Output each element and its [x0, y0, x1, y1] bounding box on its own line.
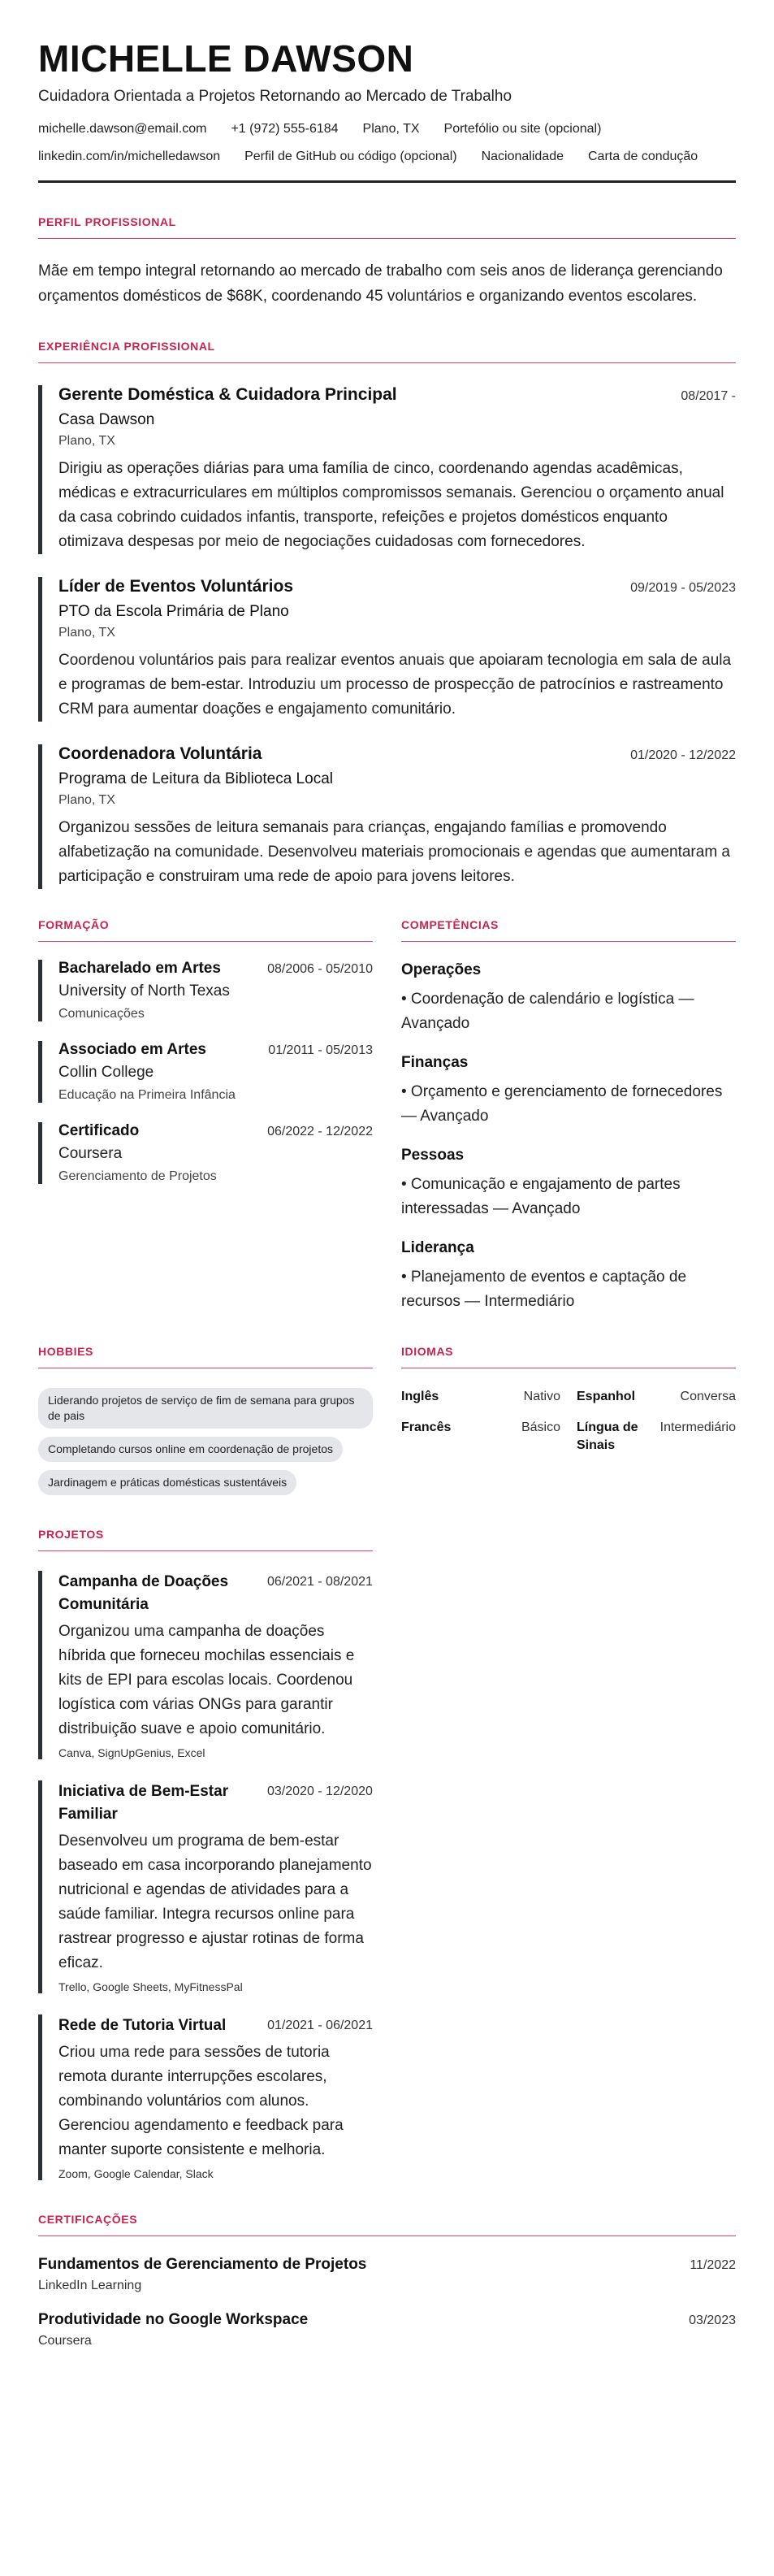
hobbies-languages-row: [38, 1345, 736, 1495]
skill-group: [401, 1054, 736, 1129]
education-skills-row: [38, 918, 736, 1314]
candidate-name: MICHELLE DAWSON: [38, 37, 414, 80]
job-title: Líder de Eventos Voluntários: [58, 577, 293, 596]
skill-item: • Orçamento e gerenciamento de fornecedores — Avançado: [401, 1083, 723, 1125]
project-entry: [38, 2014, 373, 2180]
candidate-headline: Cuidadora Orientada a Projetos Retornando ao Mercado de Trabalho: [38, 88, 512, 105]
certification-date: 11/2022: [690, 2258, 736, 2272]
degree-title: Bacharelado em Artes: [58, 960, 221, 977]
skill-category: Finanças: [401, 1054, 469, 1071]
experience-entry: [38, 577, 736, 722]
job-dates: 09/2019 - 05/2023: [630, 581, 736, 595]
language-level: Básico: [521, 1420, 560, 1434]
certification-entry: [38, 2256, 736, 2293]
education-dates: 01/2011 - 05/2013: [268, 1043, 373, 1057]
project-tools: Zoom, Google Calendar, Slack: [58, 2167, 214, 2180]
skill-category: Liderança: [401, 1239, 474, 1256]
certification-name: Produtividade no Google Workspace: [38, 2311, 309, 2328]
contact-nationality: Nacionalidade: [481, 150, 564, 163]
project-dates: 01/2021 - 06/2021: [267, 2019, 373, 2032]
education-section: [38, 918, 373, 1314]
language-name: Língua de Sinais: [577, 1420, 638, 1452]
job-location: Plano, TX: [58, 793, 115, 807]
language-level: Conversa: [680, 1390, 736, 1403]
contact-driving-license: Carta de condução: [588, 150, 698, 163]
school-name: University of North Texas: [58, 982, 230, 1000]
project-description: Criou uma rede para sessões de tutoria remota durante interrupções escolares, combinando voluntários com alunos. Gerenciou agendamento e feedback para manter suporte consistente e melhoria.: [58, 2044, 344, 2158]
language-name: Francês: [401, 1420, 452, 1434]
job-organization: Casa Dawson: [58, 411, 155, 428]
profile-section: [38, 215, 736, 309]
project-name: Campanha de Doações Comunitária: [58, 1573, 229, 1613]
contact-list: [38, 122, 736, 164]
certification-issuer: LinkedIn Learning: [38, 2279, 142, 2292]
skill-category: Operações: [401, 961, 482, 978]
project-tools: Canva, SignUpGenius, Excel: [58, 1746, 205, 1759]
section-title: CERTIFICAÇÕES: [38, 2213, 736, 2236]
section-title: IDIOMAS: [401, 1345, 736, 1368]
school-name: Collin College: [58, 1064, 154, 1081]
project-name: Iniciativa de Bem-Estar Familiar: [58, 1783, 229, 1823]
certification-name: Fundamentos de Gerenciamento de Projetos: [38, 2256, 367, 2273]
degree-title: Associado em Artes: [58, 1041, 206, 1058]
language-item: [577, 1419, 736, 1455]
education-dates: 06/2022 - 12/2022: [267, 1125, 373, 1138]
certification-issuer: Coursera: [38, 2334, 92, 2348]
job-title: Coordenadora Voluntária: [58, 744, 262, 763]
section-title: FORMAÇÃO: [38, 918, 373, 942]
job-description: Organizou sessões de leitura semanais para crianças, engajando famílias e promovendo alfabetização na comunidade. Desenvolveu materiais promocionais e agendas que aumentaram a participação e construiram uma rede de apoio para jovens leitores.: [58, 819, 731, 885]
skill-item: • Comunicação e engajamento de partes interessadas — Avançado: [401, 1176, 681, 1217]
study-field: Educação na Primeira Infância: [58, 1088, 236, 1102]
language-name: Inglês: [401, 1390, 439, 1403]
job-description: Dirigiu as operações diárias para uma família de cinco, coordenando agendas acadêmicas, médicas e extracurriculares em múltiplos compromissos semanais. Gerenciou o orçamento anual da casa cobrindo cuidados infantis, transporte, refeições e projetos domésticos enquanto otimizava despesas por meio de negociações cuidadosas com fornecedores.: [58, 460, 724, 550]
project-entry: [38, 1780, 373, 1993]
section-title: PERFIL PROFISSIONAL: [38, 215, 736, 239]
project-name: Rede de Tutoria Virtual: [58, 2017, 227, 2034]
project-dates: 03/2020 - 12/2020: [267, 1785, 373, 1798]
skill-category: Pessoas: [401, 1147, 465, 1164]
job-title: Gerente Doméstica & Cuidadora Principal: [58, 385, 397, 404]
hobby-tag: Liderando projetos de serviço de fim de semana para grupos de pais: [38, 1388, 373, 1429]
project-dates: 06/2021 - 08/2021: [267, 1575, 373, 1589]
job-dates: 01/2020 - 12/2022: [630, 748, 736, 762]
degree-title: Certificado: [58, 1122, 140, 1139]
experience-entry: [38, 385, 736, 554]
section-title: COMPETÊNCIAS: [401, 918, 736, 942]
contact-portfolio[interactable]: Portefólio ou site (opcional): [443, 122, 602, 136]
language-item: [401, 1388, 560, 1406]
profile-summary: Mãe em tempo integral retornando ao mercado de trabalho com seis anos de liderança gerenciando orçamentos domésticos de $68K, coordenando 45 voluntários e organizando eventos escolares.: [38, 262, 723, 305]
skills-section: [401, 918, 736, 1314]
section-title: EXPERIÊNCIA PROFISSIONAL: [38, 340, 736, 363]
education-entry: [38, 1041, 373, 1103]
skill-group: [401, 1239, 736, 1314]
job-location: Plano, TX: [58, 626, 115, 640]
language-level: Intermediário: [659, 1420, 736, 1434]
contact-linkedin[interactable]: linkedin.com/in/michelledawson: [38, 150, 221, 163]
project-description: Desenvolveu um programa de bem-estar baseado em casa incorporando planejamento nutricional e agendas de atividades para a saúde familiar. Integra recursos online para rastrear progresso e ajustar rotinas de forma eficaz.: [58, 1832, 372, 1971]
project-description: Organizou uma campanha de doações híbrida que forneceu mochilas essenciais e kits de EPI para escolas locais. Coordenou logística com várias ONGs para garantir distribuição suave e apoio comunitário.: [58, 1623, 355, 1737]
language-item: [401, 1419, 560, 1455]
school-name: Coursera: [58, 1145, 123, 1162]
section-title: PROJETOS: [38, 1528, 373, 1551]
projects-section: [38, 1528, 373, 2180]
study-field: Comunicações: [58, 1007, 145, 1021]
project-tools: Trello, Google Sheets, MyFitnessPal: [58, 1980, 243, 1993]
language-item: [577, 1388, 736, 1406]
skill-item: • Planejamento de eventos e captação de recursos — Intermediário: [401, 1268, 687, 1310]
study-field: Gerenciamento de Projetos: [58, 1169, 217, 1183]
education-dates: 08/2006 - 05/2010: [267, 962, 373, 976]
job-location: Plano, TX: [58, 434, 115, 448]
job-organization: PTO da Escola Primária de Plano: [58, 603, 289, 620]
contact-location: Plano, TX: [362, 122, 420, 136]
hobbies-section: [38, 1345, 373, 1495]
languages-section: [401, 1345, 736, 1495]
contact-github[interactable]: Perfil de GitHub ou código (opcional): [244, 150, 457, 163]
skill-item: • Coordenação de calendário e logística — Avançado: [401, 991, 694, 1032]
hobby-tag: Jardinagem e práticas domésticas sustentáveis: [38, 1470, 296, 1495]
skill-group: [401, 1147, 736, 1221]
contact-phone[interactable]: +1 (972) 555-6184: [231, 122, 339, 136]
certification-entry: [38, 2311, 736, 2348]
education-entry: [38, 960, 373, 1021]
certification-date: 03/2023: [689, 2314, 736, 2327]
job-description: Coordenou voluntários pais para realizar eventos anuais que apoiaram tecnologia em sala de aula e programas de bem-estar. Introduziu um processo de prospecção de patrocínios e rastreamento CRM para aumentar doações e engajamento comunitário.: [58, 652, 732, 718]
job-dates: 08/2017 -: [681, 389, 736, 403]
experience-entry: [38, 744, 736, 889]
language-level: Nativo: [523, 1390, 560, 1403]
language-name: Espanhol: [577, 1390, 636, 1403]
certifications-section: [38, 2213, 736, 2348]
experience-section: [38, 340, 736, 889]
header-divider: [38, 180, 736, 183]
education-entry: [38, 1122, 373, 1184]
section-title: HOBBIES: [38, 1345, 373, 1368]
job-organization: Programa de Leitura da Biblioteca Local: [58, 770, 333, 787]
skill-group: [401, 961, 736, 1036]
contact-email[interactable]: michelle.dawson@email.com: [38, 122, 207, 136]
project-entry: [38, 1571, 373, 1759]
resume-header: [38, 37, 736, 183]
hobby-tag: Completando cursos online em coordenação de projetos: [38, 1437, 343, 1462]
